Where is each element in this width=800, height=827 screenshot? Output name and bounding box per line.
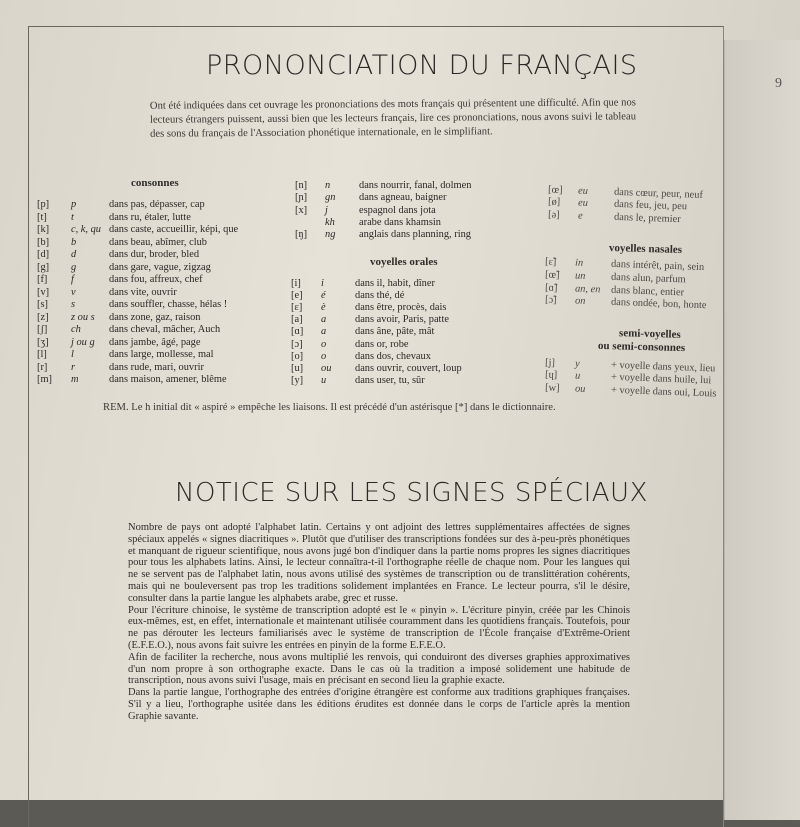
- spelling: i: [321, 278, 324, 289]
- spelling: o: [321, 338, 327, 350]
- example: + voyelle dans huile, lui: [610, 372, 712, 387]
- spelling: ou: [574, 383, 586, 395]
- phonetic-symbol: [d]: [37, 249, 50, 260]
- example: dans alun, parfum: [610, 271, 686, 286]
- table-row: [37, 324, 237, 336]
- spelling: un: [574, 270, 586, 282]
- table-row: [291, 326, 491, 338]
- table-row: [295, 180, 495, 192]
- spelling: in: [574, 257, 584, 269]
- spelling: u: [321, 374, 327, 386]
- spelling: m: [71, 374, 79, 385]
- spelling: a: [321, 314, 327, 326]
- example: dans agneau, baigner: [359, 192, 447, 204]
- phonetic-symbol: [u]: [291, 362, 304, 374]
- example: dans âne, pâte, mât: [355, 326, 435, 338]
- example: dans vite, ouvrir: [109, 286, 177, 298]
- table-row: [291, 363, 491, 375]
- spelling: kh: [325, 216, 335, 228]
- example: dans gare, vague, zigzag: [109, 261, 211, 273]
- example: dans rude, mari, ouvrir: [109, 361, 204, 373]
- phonetic-symbol: [œ]: [547, 184, 563, 197]
- phonetic-symbol: [j]: [544, 357, 556, 369]
- phonetic-symbol: [ŋ]: [295, 229, 308, 241]
- spelling: d: [71, 249, 77, 260]
- spelling: gn: [325, 192, 336, 204]
- spelling: c, k, qu: [71, 224, 102, 235]
- example: dans pas, dépasser, cap: [109, 199, 205, 210]
- table-row: [37, 249, 237, 261]
- table-row: [291, 290, 491, 302]
- spelling: ch: [71, 324, 81, 335]
- table-row: [291, 314, 491, 326]
- table-row: [295, 229, 495, 241]
- phonetic-symbol: [o]: [291, 350, 304, 362]
- spelling: z ou s: [71, 311, 95, 323]
- nasal-vowels-heading: voyelles nasales: [608, 242, 683, 256]
- notice-paragraph: Afin de faciliter la recherche, nous avons multiplié les renvois, qui conduiront des diverses graphies approximatives d'un nom propre à son orthographe exacte. Dans le cas où la tradition a imposé solidement une habitude de transcription, nous avons suivi l'usage, mais en précisant en second lieu la graphie exacte.: [128, 651, 630, 687]
- example: + voyelle dans yeux, lieu: [610, 359, 716, 375]
- notice-paragraph: Dans la partie langue, l'orthographe des entrées d'origine étrangère est conforme aux traditions graphiques françaises. S'il y a lieu, l'orthographe usitée dans les éditions érudites est donnée dans le corps de l'article après la mention Graphie savante.: [128, 687, 630, 722]
- consonants-heading: consonnes: [131, 177, 179, 189]
- phonetic-symbol: [i]: [291, 278, 301, 289]
- example: dans souffler, chasse, hélas !: [109, 299, 228, 310]
- example: dans zone, gaz, raison: [109, 311, 201, 323]
- spelling: è: [321, 302, 326, 314]
- table-row: [37, 237, 237, 249]
- phonetic-symbol: [ɔ̃]: [544, 294, 557, 307]
- page-number: 9: [775, 76, 782, 91]
- spelling: on: [574, 295, 586, 308]
- table-row: [295, 205, 495, 217]
- table-row: [291, 278, 491, 290]
- spelling: ng: [325, 229, 336, 241]
- table-row: [37, 349, 237, 361]
- example: dans feu, jeu, peu: [613, 199, 688, 213]
- oral-vowels-heading: voyelles orales: [370, 256, 438, 268]
- table-row: [37, 287, 237, 299]
- phonetic-symbol: [f]: [37, 274, 48, 285]
- phonetic-symbol: [b]: [37, 236, 50, 248]
- spelling: j ou g: [71, 336, 95, 348]
- phonetic-symbol: [v]: [37, 286, 50, 298]
- notice-title: NOTICE SUR LES SIGNES SPÉCIAUX: [175, 478, 648, 508]
- table-row: [291, 375, 491, 387]
- phonetic-symbol: [n]: [295, 180, 308, 191]
- notice-paragraph: Pour l'écriture chinoise, le système de transcription adopté est le « pinyin ». L'écriture pinyin, créée par les Chinois eux-mêmes, est, en effet, internationale et maintenant utilisée couramment dans les quotidiens français. Toutefois, pour ne pas dérouter les lecteurs familiarisés avec le système de transcription de l'École française d'Extrême-Orient (E.F.E.O.), nous avons fait suivre les entrées en pinyin de la forme E.F.E.O.: [128, 604, 630, 651]
- example: dans dos, chevaux: [355, 350, 431, 362]
- spelling: l: [71, 349, 74, 360]
- example: dans ouvrir, couvert, loup: [355, 362, 462, 374]
- spelling: t: [71, 211, 74, 223]
- phonetic-symbol: [ɑ̃]: [544, 282, 558, 294]
- phonetic-symbol: [t]: [37, 211, 47, 223]
- phonetic-symbol: [ɛ]: [291, 302, 303, 314]
- example: dans thé, dé: [355, 290, 405, 302]
- notice-paragraph: Nombre de pays ont adopté l'alphabet latin. Certains y ont adjoint des lettres supplémentaires affectées de signes spéciaux appelés « signes diacritiques ». Plutôt que d'utiliser des transcriptions fondées sur des à-peu-près phonétiques et manquant de rigueur scientifique, nous avons jugé bon d'indiquer dans la partie noms propres les signes diacritiques pour tous les alphabets latins. Ainsi, le lecteur connaîtra-t-il l'orthographe réelle de chaque nom. Pour les langues qui ne se servent pas de l'alphabet latin, nous avons utilisé des systèmes de transcription ou de translittération cohérents, mais qui ne bouleversent pas trop les traditions solidement implantées en France. Le lecteur pourra, s'il le désire, consulter dans la partie langue les alphabets arabe, grec et russe.: [128, 522, 630, 604]
- example: dans cœur, peur, neuf: [613, 186, 704, 201]
- phonetic-symbol: [m]: [37, 374, 53, 385]
- example: dans il, habit, dîner: [355, 278, 435, 289]
- phonetic-symbol: [ɑ]: [291, 326, 304, 338]
- spelling: an, en: [574, 283, 601, 296]
- example: dans caste, accueillir, képi, que: [109, 224, 239, 235]
- spelling: a: [321, 326, 327, 338]
- phonetic-symbol: [ɛ̃]: [544, 256, 557, 268]
- spelling: é: [321, 290, 326, 302]
- phonetic-symbol: [ə]: [547, 209, 560, 221]
- example: dans fou, affreux, chef: [109, 274, 203, 285]
- phonetic-symbol: [k]: [37, 224, 50, 235]
- table-row: [291, 351, 491, 363]
- semi-vowels-heading: semi-voyelles: [618, 327, 681, 341]
- semi-consonants-heading: ou semi-consonnes: [597, 339, 686, 355]
- table-row: [291, 302, 491, 314]
- table-row: [37, 274, 237, 286]
- spelling: o: [321, 350, 327, 362]
- spelling: u: [574, 370, 581, 383]
- table-row: [37, 224, 237, 236]
- example: dans ru, étaler, lutte: [109, 211, 191, 223]
- table-row: [37, 337, 237, 349]
- example: dans cheval, mâcher, Auch: [109, 324, 221, 335]
- pronunciation-title: PRONONCIATION DU FRANÇAIS: [206, 50, 638, 81]
- table-row: [291, 339, 491, 351]
- example: dans nourrir, fanal, dolmen: [359, 180, 472, 191]
- example: dans intérêt, pain, sein: [610, 258, 705, 274]
- phonetic-symbol: [a]: [291, 314, 303, 326]
- spelling: g: [71, 261, 77, 273]
- example: dans dur, broder, bled: [109, 249, 200, 260]
- spelling: y: [574, 358, 580, 370]
- phonetic-symbol: [ʃ]: [37, 324, 48, 335]
- spelling: j: [325, 204, 328, 216]
- facing-page-edge: [724, 40, 800, 820]
- example: dans être, procès, dais: [355, 302, 447, 314]
- example: dans blanc, entier: [610, 284, 685, 298]
- spelling: s: [71, 299, 76, 310]
- spelling: e: [577, 210, 583, 222]
- example: dans avoir, Paris, patte: [355, 314, 449, 326]
- phonetic-symbol: [e]: [291, 290, 303, 302]
- example: dans maison, amener, blême: [109, 374, 227, 385]
- table-row: [295, 192, 495, 204]
- example: espagnol dans jota: [359, 204, 436, 216]
- spelling: r: [71, 361, 76, 373]
- remark-note: REM. Le h initial dit « aspiré » empêche les liaisons. Il est précédé d'un astérisque [*] dans le dictionnaire.: [103, 402, 556, 413]
- phonetic-symbol: [ɲ]: [295, 192, 308, 204]
- table-row: [37, 312, 237, 324]
- phonetic-symbol: [z]: [37, 311, 49, 323]
- table-row: [37, 374, 237, 386]
- table-row: [37, 299, 237, 311]
- intro-paragraph: Ont été indiquées dans cet ouvrage les prononciations des mots français qui présentent une difficulté. Afin que nos lecteurs étrangers puissent, aussi bien que les lecteurs français, lire ces prononciations, nous avons suivi le tableau des sons du français de l'Association phonétique internationale, en le simplifiant.: [149, 97, 637, 140]
- phonetic-symbol: [ø]: [547, 196, 561, 209]
- phonetic-symbol: [ɥ]: [544, 369, 558, 382]
- spelling: f: [71, 274, 74, 285]
- table-row: [37, 212, 237, 224]
- phonetic-symbol: [l]: [37, 349, 47, 360]
- phonetic-symbol: [ɔ]: [291, 338, 303, 350]
- example: anglais dans planning, ring: [359, 229, 471, 241]
- example: dans large, mollesse, mal: [109, 349, 214, 360]
- phonetic-symbol: [s]: [37, 299, 48, 310]
- table-row: [295, 217, 495, 229]
- phonetic-symbol: [x]: [295, 204, 308, 216]
- notice-body: [128, 522, 630, 723]
- spelling: v: [71, 286, 76, 298]
- table-row: [37, 199, 237, 211]
- spelling: n: [325, 180, 331, 191]
- example: dans jambe, âgé, page: [109, 336, 201, 348]
- table-row: [37, 262, 237, 274]
- example: dans le, premier: [613, 211, 681, 225]
- phonetic-symbol: [ʒ]: [37, 336, 49, 348]
- spelling: eu: [577, 197, 589, 210]
- spelling: p: [71, 199, 77, 210]
- example: dans user, tu, sûr: [355, 374, 425, 386]
- spelling: b: [71, 236, 77, 248]
- phonetic-symbol: [r]: [37, 361, 48, 373]
- phonetic-symbol: [œ̃]: [544, 269, 560, 281]
- example: + voyelle dans oui, Louis: [610, 384, 717, 400]
- phonetic-symbol: [p]: [37, 199, 50, 210]
- table-row: [37, 362, 237, 374]
- phonetic-symbol: [y]: [291, 374, 304, 386]
- spelling: ou: [321, 362, 332, 374]
- example: dans beau, abîmer, club: [109, 236, 207, 248]
- example: dans or, robe: [355, 338, 409, 350]
- phonetic-symbol: [g]: [37, 261, 50, 273]
- example: dans ondée, bon, honte: [610, 297, 707, 312]
- phonetic-symbol: [w]: [544, 382, 560, 394]
- example: arabe dans khamsin: [359, 216, 441, 228]
- spelling: eu: [577, 185, 589, 197]
